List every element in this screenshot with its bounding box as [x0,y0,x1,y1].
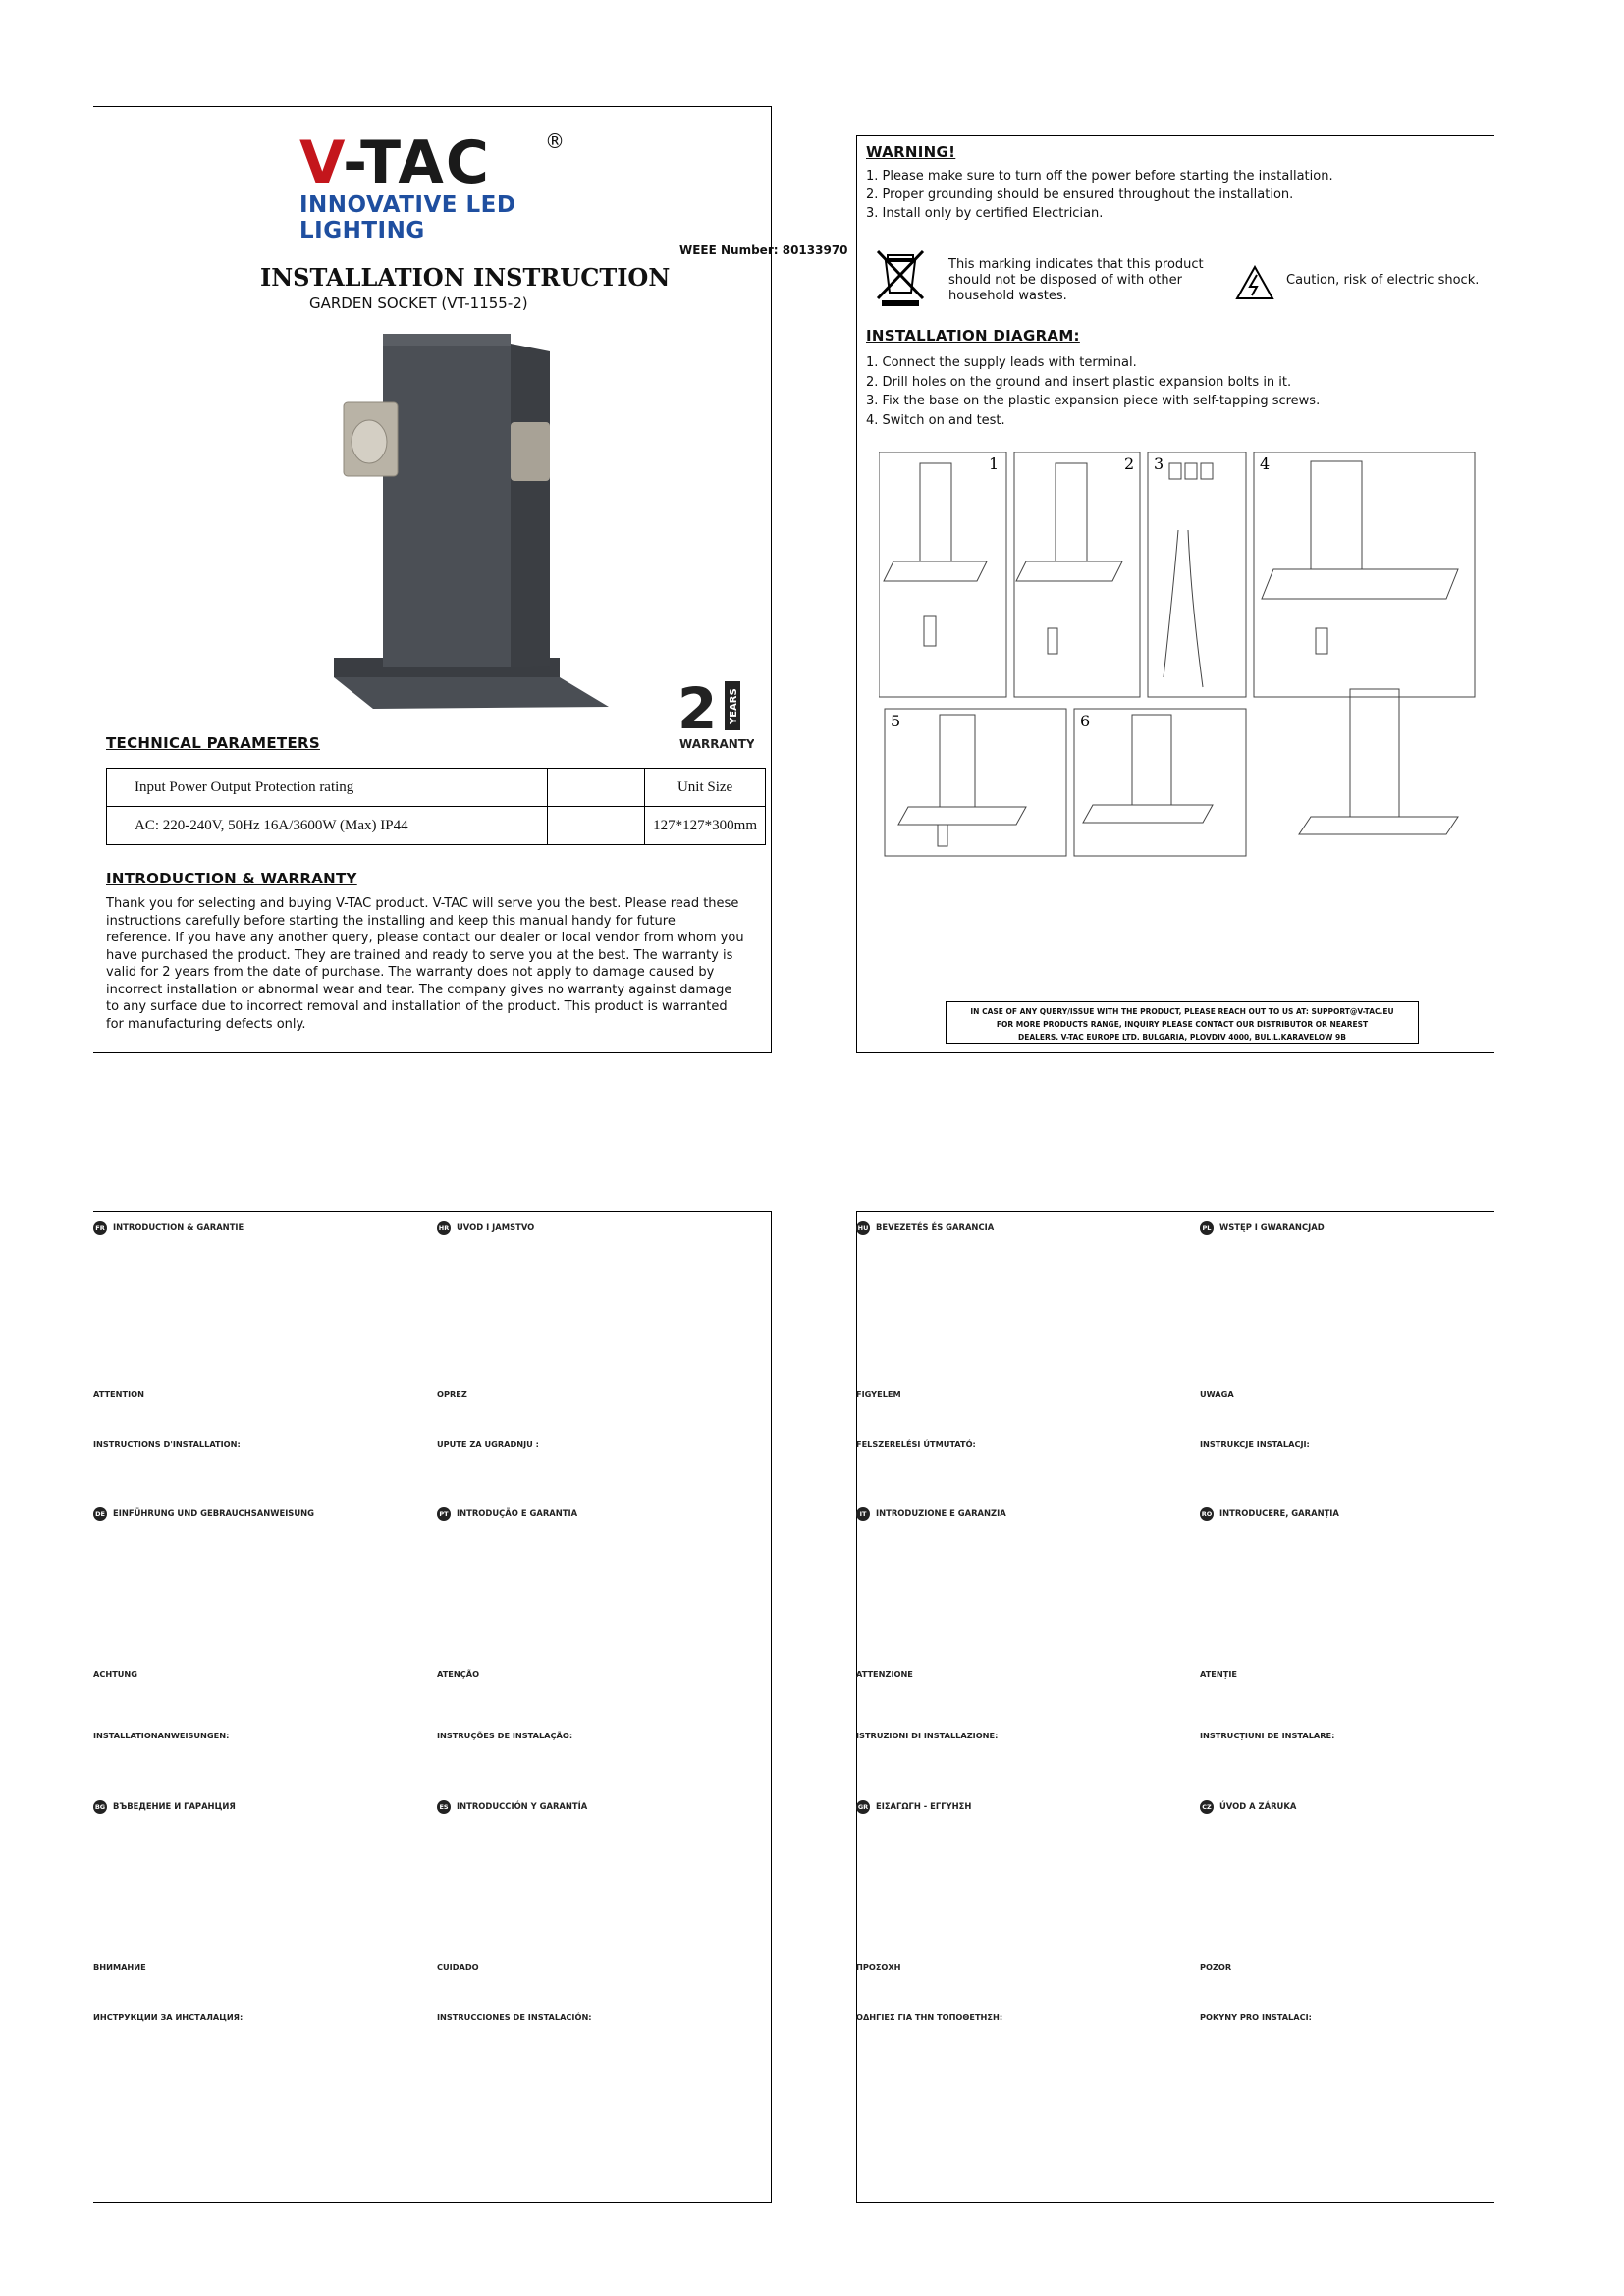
language-subheading: ISTRUZIONI DI INSTALLAZIONE: [856,1731,999,1741]
language-subheading: INSTRUCTIONS D'INSTALLATION: [93,1439,241,1450]
page-rule-bottom-right [856,1211,1494,1212]
page-rule-vertical-top-right [856,135,857,1053]
list-item: 2. Proper grounding should be ensured throughout the installation. [866,187,1294,202]
language-subheading: INSTRUKCJE INSTALACJI: [1200,1439,1310,1450]
warranty-badge [676,677,754,756]
diagram-panel-number: 5 [891,712,901,730]
language-code-badge: DE [93,1507,107,1521]
logo-registered-mark: ® [545,130,565,153]
language-code-badge: GR [856,1800,870,1814]
table-cell: AC: 220-240V, 50Hz 16A/3600W (Max) IP44 [107,807,548,845]
language-heading: INTRODUCTION & GARANTIE [113,1222,244,1232]
language-subheading: POZOR [1200,1962,1232,1972]
language-subheading: INSTRUCȚIUNI DE INSTALARE: [1200,1731,1335,1741]
vtac-logo [299,129,565,243]
language-code-badge: FR [93,1221,107,1235]
electric-shock-warning-icon [1235,265,1274,300]
weee-number: WEEE Number: 80133970 [679,243,848,257]
language-subheading: UPUTE ZA UGRADNJU : [437,1439,539,1450]
diagram-panel-number: 2 [1124,454,1135,473]
contact-box [946,1001,1419,1044]
language-subheading: INSTRUÇÕES DE INSTALAÇÃO: [437,1731,573,1741]
installation-diagram [879,452,1478,864]
language-subheading: POKYNY PRO INSTALACI: [1200,2012,1312,2023]
language-subheading: INSTALLATIONANWEISUNGEN: [93,1731,230,1741]
list-item: 3. Fix the base on the plastic expansion piece with self-tapping screws. [866,394,1321,408]
language-block-bg [93,1800,388,2023]
page-rule-bottom-end-right [856,2202,1494,2203]
language-subheading: UWAGA [1200,1389,1234,1399]
page-rule-top-left [93,106,771,107]
warning-heading: WARNING! [866,143,956,161]
list-item: 2. Drill holes on the ground and insert plastic expansion bolts in it. [866,374,1292,390]
technical-parameters-table [106,768,766,845]
language-heading: UVOD I JAMSTVO [457,1222,535,1232]
logo-tagline: INNOVATIVE LED LIGHTING [299,192,516,243]
language-subheading: ATENÇÃO [437,1669,480,1679]
language-heading: INTRODUCERE, GARANȚIA [1219,1508,1339,1518]
language-code-badge: CZ [1200,1800,1214,1814]
warranty-years-label: YEARS [729,688,739,724]
language-code-badge: PL [1200,1221,1214,1235]
language-code-badge: HR [437,1221,451,1235]
language-subheading: ΟΔΗΓΙΕΣ ΓΙΑ ΤΗΝ ΤΟΠΟΘΕΤΗΣΗ: [856,2012,1003,2023]
intro-heading: INTRODUCTION & WARRANTY [106,870,357,887]
document-title: INSTALLATION INSTRUCTION [260,263,671,292]
language-subheading: OPREZ [437,1389,467,1399]
page-rule-right-bottom [856,1052,1494,1053]
table-cell: Input Power Output Protection rating [107,769,548,807]
language-subheading: ATTENTION [93,1389,144,1399]
language-heading: ΕΙΣΑΓΩΓΗ - ΕΓΓΥΗΣΗ [876,1801,972,1811]
diagram-panel-number: 1 [989,454,1000,473]
language-heading: INTRODUÇÃO E GARANTIA [457,1508,578,1518]
diagram-panel-number: 4 [1260,454,1271,473]
language-block-fr [93,1221,388,1450]
garden-socket-product-image [314,334,628,717]
language-heading: ВЪВЕДЕНИЕ И ГАРАНЦИЯ [113,1801,236,1811]
language-code-badge: HU [856,1221,870,1235]
language-block-de [93,1507,388,1741]
contact-line: DEALERS. V-TAC EUROPE LTD. BULGARIA, PLOVDIV 4000, BUL.L.KARAVELOW 9B [1017,1033,1346,1041]
contact-line: IN CASE OF ANY QUERY/ISSUE WITH THE PRODUCT, PLEASE REACH OUT TO US AT: SUPPORT@V-TAC.EU [970,1007,1394,1016]
language-subheading: ATENȚIE [1200,1669,1237,1679]
language-heading: INTRODUZIONE E GARANZIA [876,1508,1006,1518]
language-heading: ÚVOD A ZÁRUKA [1219,1801,1297,1811]
language-block-hu [856,1221,1151,1450]
language-subheading: CUIDADO [437,1962,479,1972]
language-block-ro [1200,1507,1494,1741]
list-item: 1. Connect the supply leads with terminal. [866,355,1137,370]
intro-text: Thank you for selecting and buying V-TAC product. V-TAC will serve you the best. Please read these instructions carefully before starting the installing and keep this manual handy for future reference. If you have any another query, please contact our dealer or local vendor from whom you have purchased the product. They are trained and ready to serve you at the best. The warranty is valid for 2 years from the date of purchase. The warranty does not apply to damage caused by incorrect installation or abnormal wear and tear. The company gives no warranty against damage to any surface due to incorrect removal and installation of the product. This product is warranted for manufacturing defects only. [106,896,744,1032]
warning-list [866,167,1333,223]
logo-brand: V-TAC [299,129,491,197]
product-subtitle: GARDEN SOCKET (VT-1155-2) [309,294,528,312]
language-block-es [437,1800,731,2023]
language-subheading: ИНСТРУКЦИИ ЗА ИНСТАЛАЦИЯ: [93,2012,244,2023]
table-row [107,807,766,845]
language-code-badge: BG [93,1800,107,1814]
language-heading: INTRODUCCIÓN Y GARANTÍA [457,1801,588,1811]
language-subheading: FIGYELEM [856,1389,901,1399]
warranty-number: 2 [677,677,718,742]
table-cell: 127*127*300mm [645,807,766,845]
crossed-bin-icon [866,247,935,308]
contact-line: FOR MORE PRODUCTS RANGE, INQUIRY PLEASE CONTACT OUR DISTRIBUTOR OR NEAREST [996,1020,1369,1029]
language-block-it [856,1507,1151,1741]
installation-steps [866,353,1320,430]
language-subheading: ATTENZIONE [856,1669,913,1679]
page-rule-right-top [856,135,1494,136]
language-block-pl [1200,1221,1494,1450]
language-subheading: INSTRUCCIONES DE INSTALACIÓN: [437,2012,592,2023]
list-item: 1. Please make sure to turn off the power before starting the installation. [866,169,1333,184]
electric-shock-notice: Caution, risk of electric shock. [1286,273,1480,288]
installation-diagram-heading: INSTALLATION DIAGRAM: [866,327,1080,345]
diagram-panel-number: 6 [1080,712,1091,730]
language-heading: BEVEZETÉS ÉS GARANCIA [876,1222,995,1232]
page-rule-bottom-left [93,1211,771,1212]
language-heading: EINFÜHRUNG UND GEBRAUCHSANWEISUNG [113,1508,315,1518]
diagram-panel-number: 3 [1154,454,1164,473]
language-block-pt [437,1507,731,1741]
page-rule-left-bottom [93,1052,771,1053]
table-cell: Unit Size [645,769,766,807]
warranty-label: WARRANTY [679,737,754,751]
language-subheading: ВНИМАНИЕ [93,1962,146,1972]
language-subheading: ΠΡΟΣΟΧΗ [856,1962,901,1972]
page-rule-bottom-end-left [93,2202,771,2203]
language-heading: WSTĘP I GWARANCJAD [1219,1222,1325,1232]
table-cell [548,807,645,845]
language-subheading: FELSZERELÉSI ÚTMUTATÓ: [856,1439,976,1450]
table-row [107,769,766,807]
language-code-badge: RO [1200,1507,1214,1521]
language-block-cz [1200,1800,1494,2023]
language-block-gr [856,1800,1151,2023]
list-item: 4. Switch on and test. [866,412,1005,428]
page-rule-vertical-bottom-left [771,1211,772,2203]
language-block-hr [437,1221,731,1450]
language-code-badge: PT [437,1507,451,1521]
language-code-badge: ES [437,1800,451,1814]
disposal-notice: This marking indicates that this product should not be disposed of with other household wastes. [948,257,1204,303]
language-subheading: ACHTUNG [93,1669,138,1679]
technical-parameters-heading: TECHNICAL PARAMETERS [106,734,320,752]
list-item: 3. Install only by certified Electrician. [866,206,1104,221]
table-cell [548,769,645,807]
language-code-badge: IT [856,1507,870,1521]
